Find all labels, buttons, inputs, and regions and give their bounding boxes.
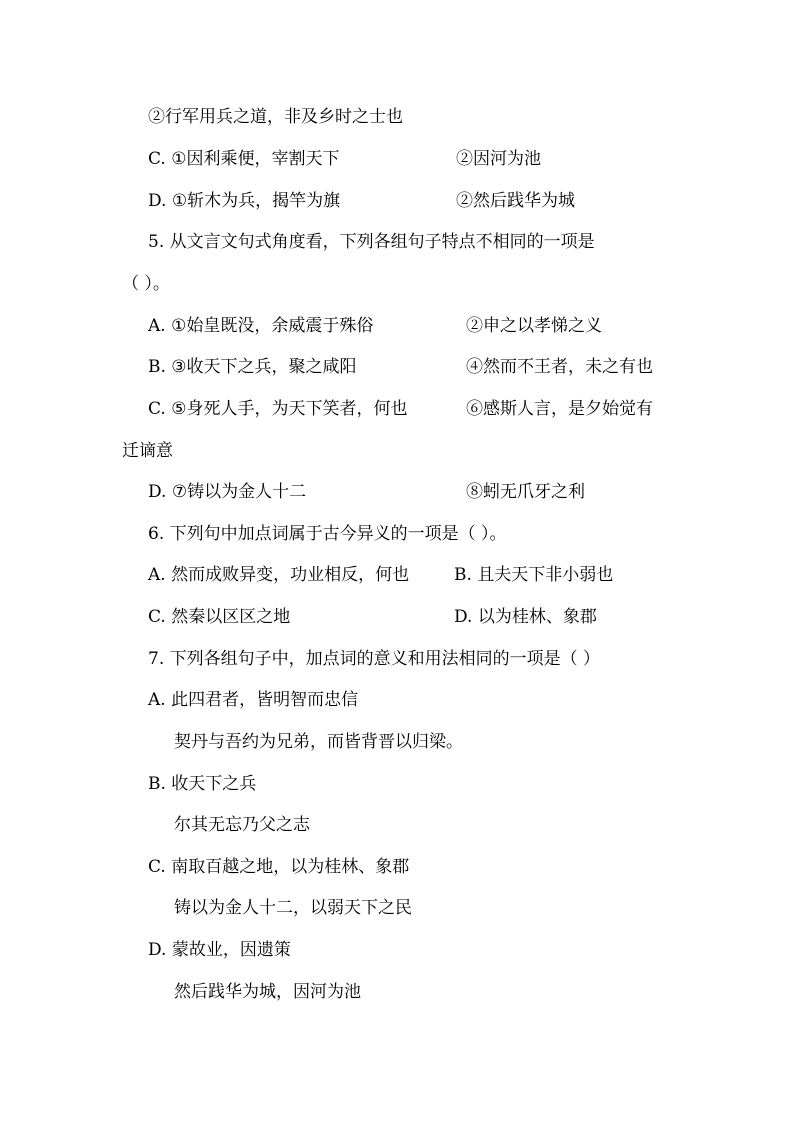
q5-option-b-1: B. ③收天下之兵，聚之咸阳 — [148, 357, 357, 377]
q7-option-b-line-2: 尔其无忘乃父之志 — [174, 815, 310, 835]
q7-option-a-line-1: A. 此四君者，皆明智而忠信 — [148, 690, 359, 710]
q7-option-a-line-2: 契丹与吾约为兄弟，而皆背晋以归梁。 — [174, 732, 463, 752]
q6-option-b: B. 且夫天下非小弱也 — [454, 565, 614, 585]
q5-option-a-2: ②申之以孝悌之义 — [466, 316, 602, 336]
q7-option-b-line-1: B. 收天下之兵 — [148, 774, 257, 794]
q5-option-a-1: A. ①始皇既没，余威震于殊俗 — [148, 316, 374, 336]
option-c-sentence-2: ②因河为池 — [456, 149, 541, 169]
q7-option-d-line-1: D. 蒙故业，因遗策 — [148, 940, 291, 960]
option-c-sentence-1: C. ①因利乘便，宰割天下 — [148, 149, 340, 169]
option-b-sentence-2: ②行军用兵之道，非及乡时之士也 — [148, 107, 403, 127]
q7-option-d-line-2: 然后践华为城，因河为池 — [174, 982, 361, 1002]
q5-option-c-2-continued: 迁谪意 — [122, 441, 173, 461]
q6-option-c: C. 然秦以区区之地 — [148, 607, 291, 627]
option-d-sentence-1: D. ①斩木为兵，揭竿为旗 — [148, 191, 341, 211]
q6-option-a: A. 然而成败异变，功业相反，何也 — [148, 565, 410, 585]
question-5-stem: 5. 从文言文句式角度看，下列各组句子特点不相同的一项是 — [148, 232, 595, 252]
q5-option-c-2: ⑥感斯人言，是夕始觉有 — [466, 399, 653, 419]
q5-option-d-1: D. ⑦铸以为金人十二 — [148, 482, 307, 502]
q6-option-d: D. 以为桂林、象郡 — [454, 607, 597, 627]
option-d-sentence-2: ②然后践华为城 — [456, 191, 575, 211]
q5-option-d-2: ⑧蚓无爪牙之利 — [466, 482, 585, 502]
question-6-stem: 6. 下列句中加点词属于古今异义的一项是（ ）。 — [148, 524, 507, 544]
question-5-blank: （ ）。 — [122, 274, 170, 294]
q7-option-c-line-1: C. 南取百越之地，以为桂林、象郡 — [148, 857, 410, 877]
q5-option-c-1: C. ⑤身死人手，为天下笑者，何也 — [148, 399, 408, 419]
question-7-stem: 7. 下列各组句子中，加点词的意义和用法相同的一项是（ ） — [148, 649, 601, 669]
q7-option-c-line-2: 铸以为金人十二，以弱天下之民 — [174, 898, 412, 918]
q5-option-b-2: ④然而不王者，未之有也 — [466, 357, 653, 377]
